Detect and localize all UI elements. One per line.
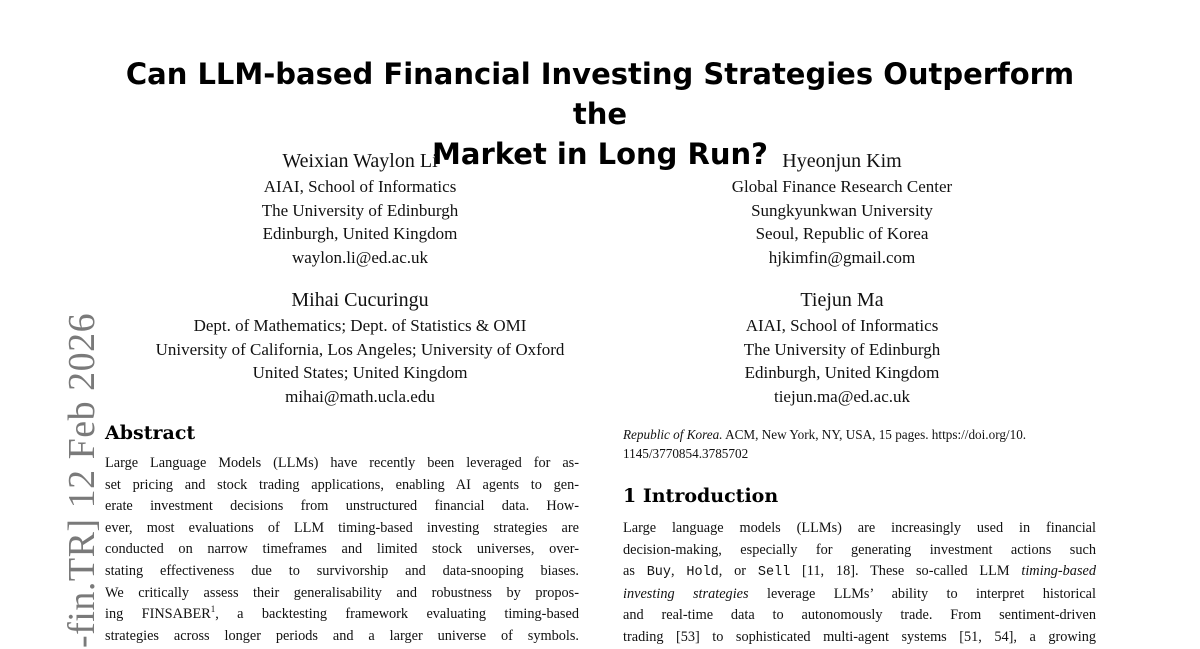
abstract-line: erate investment decisions from unstructured financial data. How- [105,498,579,515]
author-block-3 [110,287,610,408]
doi-link[interactable]: 1145/3770854.3785702 [623,446,749,461]
introduction-body [623,518,1096,649]
author-affiliation: University of California, Los Angeles; University of Oxford [155,339,565,359]
author-name: Mihai Cucuringu [291,289,429,311]
intro-text: [11, 18]. These so-called LLM [790,563,1022,580]
abstract-line: We critically assess their generalisability and robustness by propos- [105,584,579,601]
intro-line: trading [53] to sophisticated multi-agent systems [51, 54], a growing [623,628,1096,645]
author-affiliation: Global Finance Research Center [731,177,953,196]
intro-line [623,561,1096,584]
footnote-marker[interactable]: 1 [210,604,216,615]
author-location: Edinburgh, United Kingdom [744,363,940,382]
author-location: Seoul, Republic of Korea [755,224,929,243]
title-line-2: Market in Long Run? [432,137,768,171]
author-block-2 [642,148,1042,269]
abstract-line: Large Language Models (LLMs) have recently been leveraged for as- [105,455,579,471]
reference-venue: Republic of Korea. [623,427,723,442]
author-name: Weixian Waylon Li [282,150,438,172]
author-block-1 [160,148,560,269]
abstract-line: set pricing and stock trading applications, enabling AI agents to gen- [105,476,579,493]
intro-text: , or [718,563,758,580]
introduction-heading: 1 Introduction [623,485,779,507]
abstract-line: stating effectiveness due to survivorship and data-snooping biases. [105,562,579,579]
intro-text: as [623,563,647,580]
abstract-line [105,604,579,626]
author-location: Edinburgh, United Kingdom [262,224,458,243]
code-sell: Sell [757,565,791,581]
author-block-4 [642,287,1042,408]
reference-format [623,425,1096,463]
author-email: waylon.li@ed.ac.uk [291,247,429,267]
author-location: United States; United Kingdom [252,363,468,382]
author-affiliation: Sungkyunkwan University [751,200,933,220]
reference-text: ACM, New York, NY, USA, 15 pages. https://doi.org/10. [722,427,1027,442]
intro-emphasis: investing strategies [623,585,749,602]
author-name: Tiejun Ma [800,289,884,311]
abstract-text: , a backtesting framework evaluating timing-based [215,606,579,623]
abstract-line: strategies across longer periods and a larger universe of symbols. [105,627,579,644]
intro-emphasis: timing-based [1021,563,1097,580]
intro-text: , [671,563,687,580]
abstract-body [105,453,579,647]
author-email: hjkimfin@gmail.com [768,247,916,267]
author-affiliation: The University of Edinburgh [261,200,459,220]
title-line-1: Can LLM-based Financial Investing Strategies Outperform the [125,57,1075,131]
author-affiliation: AIAI, School of Informatics [745,316,939,335]
intro-line: and real-time data to autonomously trade. From sentiment-driven [623,607,1096,624]
author-email: mihai@math.ucla.edu [285,386,435,406]
author-affiliation: The University of Edinburgh [743,339,941,359]
intro-line [623,584,1096,606]
reference-line [623,425,1096,444]
abstract-text: ing FINSABER [105,606,211,623]
code-buy: Buy [646,565,672,581]
author-name: Hyeonjun Kim [782,150,902,172]
abstract-heading: Abstract [105,422,196,444]
intro-line: Large language models (LLMs) are increasingly used in financial [623,520,1096,536]
author-affiliation: Dept. of Mathematics; Dept. of Statistics & OMI [193,316,527,335]
abstract-line: ever, most evaluations of LLM timing-based investing strategies are [105,519,579,536]
arxiv-side-identifier: -fin.TR] 12 Feb 2026 [61,312,103,648]
intro-text: leverage LLMs’ ability to interpret historical [748,585,1096,602]
author-affiliation: AIAI, School of Informatics [263,177,457,196]
code-hold: Hold [686,565,719,581]
intro-line: decision-making, especially for generating investment actions such [623,541,1096,558]
author-email: tiejun.ma@ed.ac.uk [773,386,911,406]
abstract-line: conducted on narrow timeframes and limited stock universes, over- [105,541,579,558]
